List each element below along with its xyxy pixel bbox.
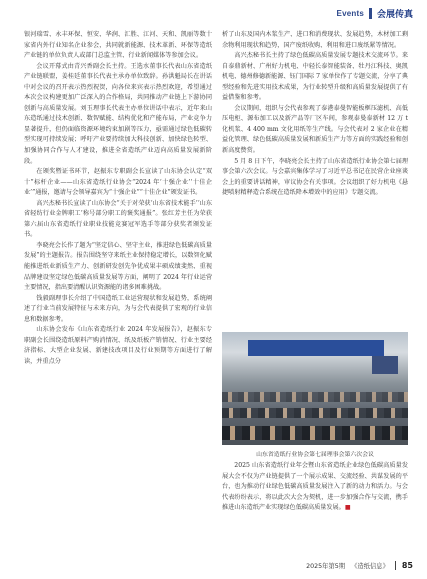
section-label-cn: 会展传真	[376, 8, 413, 19]
page-footer	[306, 561, 413, 570]
journal-name: 《造纸信息》	[351, 563, 389, 570]
paragraph	[222, 157, 408, 199]
left-column	[24, 30, 212, 368]
stage-banner	[248, 340, 384, 356]
photo-caption: 山东省造纸行业协会第七届理事会第六次会议	[256, 452, 374, 458]
paragraph	[222, 461, 408, 514]
conference-photo	[222, 332, 408, 445]
section-header	[337, 6, 413, 20]
page-number: 85	[401, 561, 413, 570]
audience-row	[222, 408, 408, 418]
paragraph-text: 在颁奖暨证书环节，赵振东专职副会长宣读了山东协会认定“双十”标杆企业——山东省造纸行业协会“2024 年‘十强企业’‘十佳企业’”通报，邀请与会领导嘉宾为“十强企业”“十佳企业”颁发证书。	[24, 168, 212, 197]
paragraph	[24, 167, 212, 199]
end-of-article-mark: ■	[344, 504, 351, 512]
right-column-top	[222, 30, 408, 199]
header-divider	[369, 8, 372, 19]
paragraph-text: 高兴杰秘书长主持了绿色低碳高质量发展专题技术交流环节。来自泰鼎新材、广州好力机电、中轻长泰智能装备、牡丹江科技、奥凯机电、德州修德新能源、钰门国际 7 家单位作了专题交流，分享了典型经验和先进实用技术成果，为行业转型升级和高质量发展提供了有益借鉴和参考。	[222, 52, 408, 102]
paragraph	[24, 30, 212, 62]
section-label-en: Events	[336, 8, 364, 18]
paragraph	[24, 241, 212, 294]
paragraph-text: 析了山东及国内木浆生产、进口和消费现状、发展趋势，木材加工剩余物利用现状和趋势，国产废纸收购、利用和进口废纸紧等情况。	[222, 31, 408, 49]
paragraph	[222, 104, 408, 157]
paragraph	[222, 30, 408, 51]
paragraph-text: 会议期间，组织与会代表参观了泰港泰曼智能板框压滤机、高低压电柜、源布加工以及新产品等厂区车间，参观泰曼泰新材 12 万 t 化机浆、4 400 mm 文化用纸等生产线。与会代表对 2 家企业在精益化管理、绿色低碳高质量发展和新质生产力等方面的实践经验和创新高度赞赏。	[222, 104, 408, 155]
paragraph-text: 银河瑞雪、永丰环保、恒安、华润、汇胜、江河、天和、凯丽等数十家省内外行业知名企业参会，共同就新能源、技术革新、环保等造纸产业链的单位负责人或部门总监主管、行业新闻媒体等参加会议。	[24, 31, 212, 60]
audience-row	[222, 426, 408, 440]
paragraph-text: 2025 山东省造纸行业年会暨山东省造纸企业绿色低碳高质量发展大会不仅为产业链提供了一个展示成果、交流经验、共谋发展的平台，也为推动行业绿色低碳高质量发展注入了新的动力和活力。与会代表纷纷表示，将以此次大会为契机，进一步加强合作与交流，携手推进山东造纸产业实现绿色低碳高质量发展。	[222, 462, 408, 512]
paragraph-text: 山东协会发布《山东省造纸行业 2024 年发展报告》，赵振东专职副会长围绕造纸原料产购消情况、纸及纸板产销情况、行业主要经济指标、大型企业发展、新建技改项目及行业预期等方面进行了解读，并重点分	[24, 326, 212, 365]
footer-divider	[395, 561, 396, 570]
right-column-bottom	[222, 461, 408, 514]
paragraph	[24, 294, 212, 326]
paragraph-text: 高兴杰秘书长宣读了山东协会“关于对荣获‘山东省技术能手’‘山东省轻纺行业金牌职工’称号部分职工的褒奖通报”。张红芳主任为荣获第六届山东省造纸行业职业技能竞赛冠军选手等部分获奖者颁发证书。	[24, 199, 212, 239]
paragraph-text: 李晓亮会长作了题为“坚定信心、坚守主业，推进绿色低碳高质量发展”的主题报告。报告围绕坚守来纸主业保持稳定增长，以数智化赋能推进纸业新质生产力、创新研发创先争优成果丰硕成绩斐然、重视品牌建设坚定绿色低碳高质量发展等方面，阐明了 2024 年行业运营主要情况，指出要清醒认识资源能的诸多困难挑战。	[24, 241, 212, 292]
issue-label: 2025年第5期	[306, 563, 346, 570]
audience-row	[222, 392, 408, 402]
paragraph-text: 5 月 8 日下午，李晓亮会长主持了山东省造纸行业协会第七届理事会第六次会议。与会嘉宾集体学习了习近平总书记在民营企业座谈会上的重要讲话精神，审议协会有关事项。会议组织了好力机电《悬捷喷射精释造合系统在造纸降本增效中的应用》专题交流。	[222, 157, 408, 197]
paragraph	[222, 51, 408, 104]
paragraph	[24, 199, 212, 241]
paragraph-text: 钱毅副理事长介绍了中国造纸工业运营现状和发展趋势，系统阐述了行业当前发展特征与未来方向，为与会代表提供了宏观的行业信息和数据参考。	[24, 294, 212, 323]
paragraph	[24, 62, 212, 167]
stage-screen	[372, 356, 398, 374]
paragraph-text: 会议开幕式由青兴香副会长主持。王选水董事长代表山东省造纸产业链联盟，姜桂廷董事长代表主承办单位致辞。孙洪魁局长在讲话中对会议的召开表示热烈祝贺，向各位来宾表示热烈欢迎，希望通过本次会议构建更加广泛深入的合作格局，共同推动产业链上下游协同创新与高质量发展。刘玉理事长代表主办单位讲话中表示，近年来山东造纸通过技术创新、数智赋能、结构优化和产能布局，产业竞争力显著提升，但仍面临资源环境约束加剧等压力，亟需通过绿色低碳转型实现可持续发展；呼吁产业要持续加大科技创新、加快绿色转型、加强协同合作与人才建设，推进全省造纸产业迈向高质量发展新阶段。	[24, 62, 212, 165]
paragraph	[24, 325, 212, 367]
